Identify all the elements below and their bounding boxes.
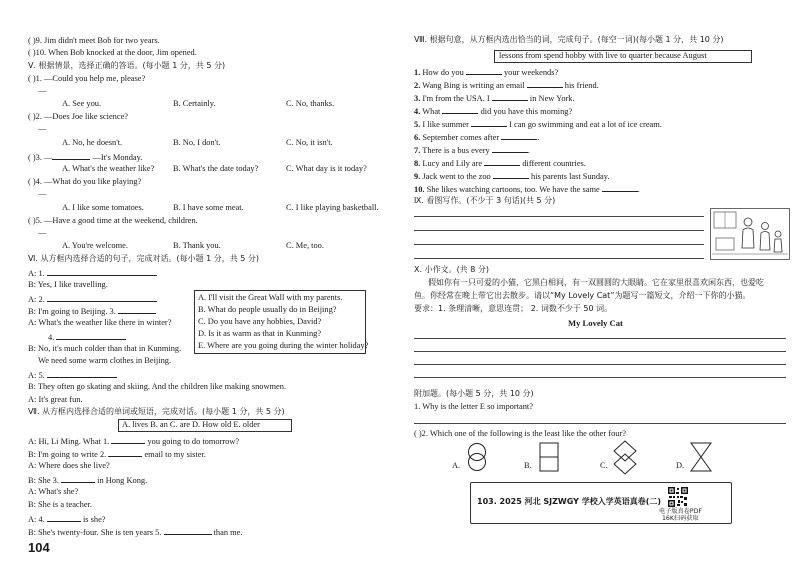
s8-7: 7. There is a bus every . bbox=[414, 146, 530, 155]
d7-l3: A: Where does she live? bbox=[28, 461, 110, 470]
s8-10: 10. She likes watching cartoons, too. We have the same . bbox=[414, 185, 640, 194]
s5-q5-b: B. Thank you. bbox=[173, 241, 221, 250]
essay-prompt-line1: 假如你有一只可爱的小猫，它黑白相间，有一双圆圆的大眼睛。它在家里很喜欢闲东西，也爱吃 bbox=[428, 278, 764, 287]
writing-line bbox=[414, 351, 786, 352]
d6-a3: A: What's the weather like there in winter? bbox=[28, 318, 172, 327]
writing-line bbox=[414, 244, 704, 245]
s8-1: 1. How do you your weekends? bbox=[414, 68, 559, 77]
s5-q2-a: A. No, he doesn't. bbox=[62, 138, 123, 147]
box6-c: C. Do you have any hobbies, David? bbox=[198, 317, 322, 326]
s8-3: 3. I'm from the USA. I in New York. bbox=[414, 94, 575, 103]
box8-words: lessons from spend hobby with live to quarter because August bbox=[499, 51, 707, 60]
s5-q1-c: C. No, thanks. bbox=[286, 99, 335, 108]
box6-b: B. What do people usually do in Beijing? bbox=[198, 305, 337, 314]
d6-b4: B: No, it's much colder than that in Kunming. bbox=[28, 344, 182, 353]
writing-line bbox=[414, 230, 704, 231]
s5-q2: ( )2. —Does Joe like science? bbox=[28, 112, 128, 121]
d6-a1: A: 1. bbox=[28, 267, 157, 279]
d6-a6: A: It's great fun. bbox=[28, 395, 83, 404]
right-page bbox=[400, 0, 800, 566]
s5-q4: ( )4. —What do you like playing? bbox=[28, 177, 142, 186]
s5-q1-b: B. Certainly. bbox=[173, 99, 216, 108]
s5-q5-dash: — bbox=[38, 228, 47, 237]
writing-line bbox=[414, 423, 786, 424]
section-8-title: Ⅷ. 根据句意，从方框内选出恰当的词，完成句子。(每空一词)(每小题 1 分，共 10 分) bbox=[414, 35, 724, 44]
footer-title: 103. 2025 河北 SJZWGY 学校入学英语真卷(二) bbox=[477, 497, 662, 506]
essay-prompt-line2: 鱼。你经常在晚上带它出去散步。请以“My Lovely Cat”为题写一篇短文，介绍一下你的小猫。 bbox=[414, 291, 751, 300]
writing-line bbox=[414, 338, 786, 339]
extra-q2: ( )2. Which one of the following is the least like the other four? bbox=[414, 429, 626, 438]
option-b-stacked-squares-icon bbox=[536, 442, 562, 474]
footer-note-line1: 电子版真卷PDF bbox=[659, 508, 702, 515]
s8-8: 8. Lucy and Lily are different countries. bbox=[414, 159, 586, 168]
writing-line bbox=[414, 216, 704, 217]
d7-l8: B: She's twenty-four. She is ten years 5. than me. bbox=[28, 528, 243, 537]
d6-a5: A: 5. bbox=[28, 369, 117, 381]
s5-q3: ( )3. — —It's Monday. bbox=[28, 153, 143, 162]
s8-6: 6. September comes after . bbox=[414, 133, 540, 142]
s5-q5-a: A. You're welcome. bbox=[62, 241, 128, 250]
box7-words: A. lives B. an C. are D. How old E. older bbox=[122, 420, 260, 429]
d6-a2: A: 2. bbox=[28, 293, 157, 305]
essay-requirements: 要求：1. 条理清晰，意思连贯； 2. 词数不少于 50 词。 bbox=[414, 304, 613, 313]
section-7-title: Ⅶ. 从方框内选择合适的单词或短语，完成对话。(每小题 1 分，共 5 分) bbox=[28, 407, 285, 416]
section-9-title: Ⅸ. 看图写作。(不少于 3 句话)(共 5 分) bbox=[414, 196, 556, 205]
section-5-title: Ⅴ. 根据情景，选择正确的答语。(每小题 1 分，共 5 分) bbox=[28, 61, 226, 70]
option-c-stacked-diamonds-icon bbox=[612, 440, 638, 476]
d7-l6: B: She is a teacher. bbox=[28, 500, 92, 509]
s5-q1-a: A. See you. bbox=[62, 99, 102, 108]
s8-9: 9. Jack went to the zoo his parents last Sunday. bbox=[414, 172, 610, 181]
d6-b4b: We need some warm clothes in Beijing. bbox=[38, 356, 172, 365]
s5-q2-b: B. No, I don't. bbox=[173, 138, 221, 147]
d7-l2: B: I'm going to write 2. email to my sister. bbox=[28, 450, 206, 459]
options-box-8 bbox=[494, 50, 752, 63]
s5-q4-dash: — bbox=[38, 189, 47, 198]
s5-q5-c: C. Me, too. bbox=[286, 241, 324, 250]
option-a-label: A. bbox=[452, 461, 461, 470]
s8-2: 2. Wang Bing is writing an email his friend. bbox=[414, 81, 599, 90]
option-d-hourglass-triangles-icon bbox=[688, 442, 714, 474]
s5-q2-c: C. No, it isn't. bbox=[286, 138, 333, 147]
section-6-title: Ⅵ. 从方框内选择合适的句子，完成对话。(每小题 1 分，共 5 分) bbox=[28, 254, 260, 263]
options-box-6 bbox=[194, 290, 369, 354]
s5-q3-c: C. What day is it today? bbox=[286, 164, 367, 173]
s8-4: 4. What did you have this morning? bbox=[414, 107, 573, 116]
qr-code-icon[interactable] bbox=[667, 486, 689, 508]
s5-q4-c: C. I like playing basketball. bbox=[286, 203, 379, 212]
d6-b2: B: I'm going to Beijing. 3. bbox=[28, 305, 156, 317]
box6-e: E. Where are you going during the winter holiday? bbox=[198, 341, 369, 350]
s5-q4-a: A. I like some tomatoes. bbox=[62, 203, 144, 212]
d6-b5: B: They often go skating and skiing. And the children like making snowmen. bbox=[28, 382, 287, 391]
s5-q2-dash: — bbox=[38, 124, 47, 133]
d7-l7: A: 4. is she? bbox=[28, 515, 106, 524]
option-d-label: D. bbox=[676, 461, 685, 470]
option-b-label: B. bbox=[524, 461, 532, 470]
s5-q5: ( )5. —Have a good time at the weekend, children. bbox=[28, 216, 198, 225]
footer-note-line2: 16K扫码获取 bbox=[662, 515, 699, 522]
s8-5: 5. I like summer I can go swimming and eat a lot of ice cream. bbox=[414, 120, 662, 129]
s5-q4-b: B. I have some meat. bbox=[173, 203, 244, 212]
footer-box bbox=[470, 482, 732, 524]
box6-a: A. I'll visit the Great Wall with my parents. bbox=[198, 293, 343, 302]
q10: ( )10. When Bob knocked at the door, Jim opened. bbox=[28, 48, 197, 57]
d6-n4: 4. bbox=[48, 331, 126, 343]
s5-q1: ( )1. —Could you help me, please? bbox=[28, 74, 146, 83]
family-picture-illustration bbox=[710, 208, 790, 260]
section-10-title: Ⅹ. 小作文。(共 8 分) bbox=[414, 265, 489, 274]
writing-line bbox=[414, 377, 786, 378]
s5-q3-b: B. What's the date today? bbox=[173, 164, 259, 173]
essay-title: My Lovely Cat bbox=[568, 318, 623, 328]
extra-section-title: 附加题。(每小题 5 分，共 10 分) bbox=[414, 389, 534, 398]
s5-q1-dash: — bbox=[38, 86, 47, 95]
option-c-label: C. bbox=[600, 461, 608, 470]
writing-line bbox=[414, 364, 786, 365]
box6-d: D. Is it as warm as that in Kunming? bbox=[198, 329, 322, 338]
page-number: 104 bbox=[28, 540, 50, 555]
options-box-7 bbox=[118, 419, 292, 432]
option-a-overlapping-circles-icon bbox=[464, 442, 490, 472]
d7-l5: A: What's she? bbox=[28, 487, 79, 496]
d7-l1: A: Hi, Li Ming. What 1. you going to do tomorrow? bbox=[28, 437, 240, 446]
d6-b1: B: Yes, I like travelling. bbox=[28, 280, 108, 289]
d7-l4: B: She 3. in Hong Kong. bbox=[28, 476, 148, 485]
extra-q1: 1. Why is the letter E so important? bbox=[414, 402, 533, 411]
writing-line bbox=[414, 258, 704, 259]
s5-q3-a: A. What's the weather like? bbox=[62, 164, 155, 173]
q9: ( )9. Jim didn't meet Bob for two years. bbox=[28, 36, 160, 45]
